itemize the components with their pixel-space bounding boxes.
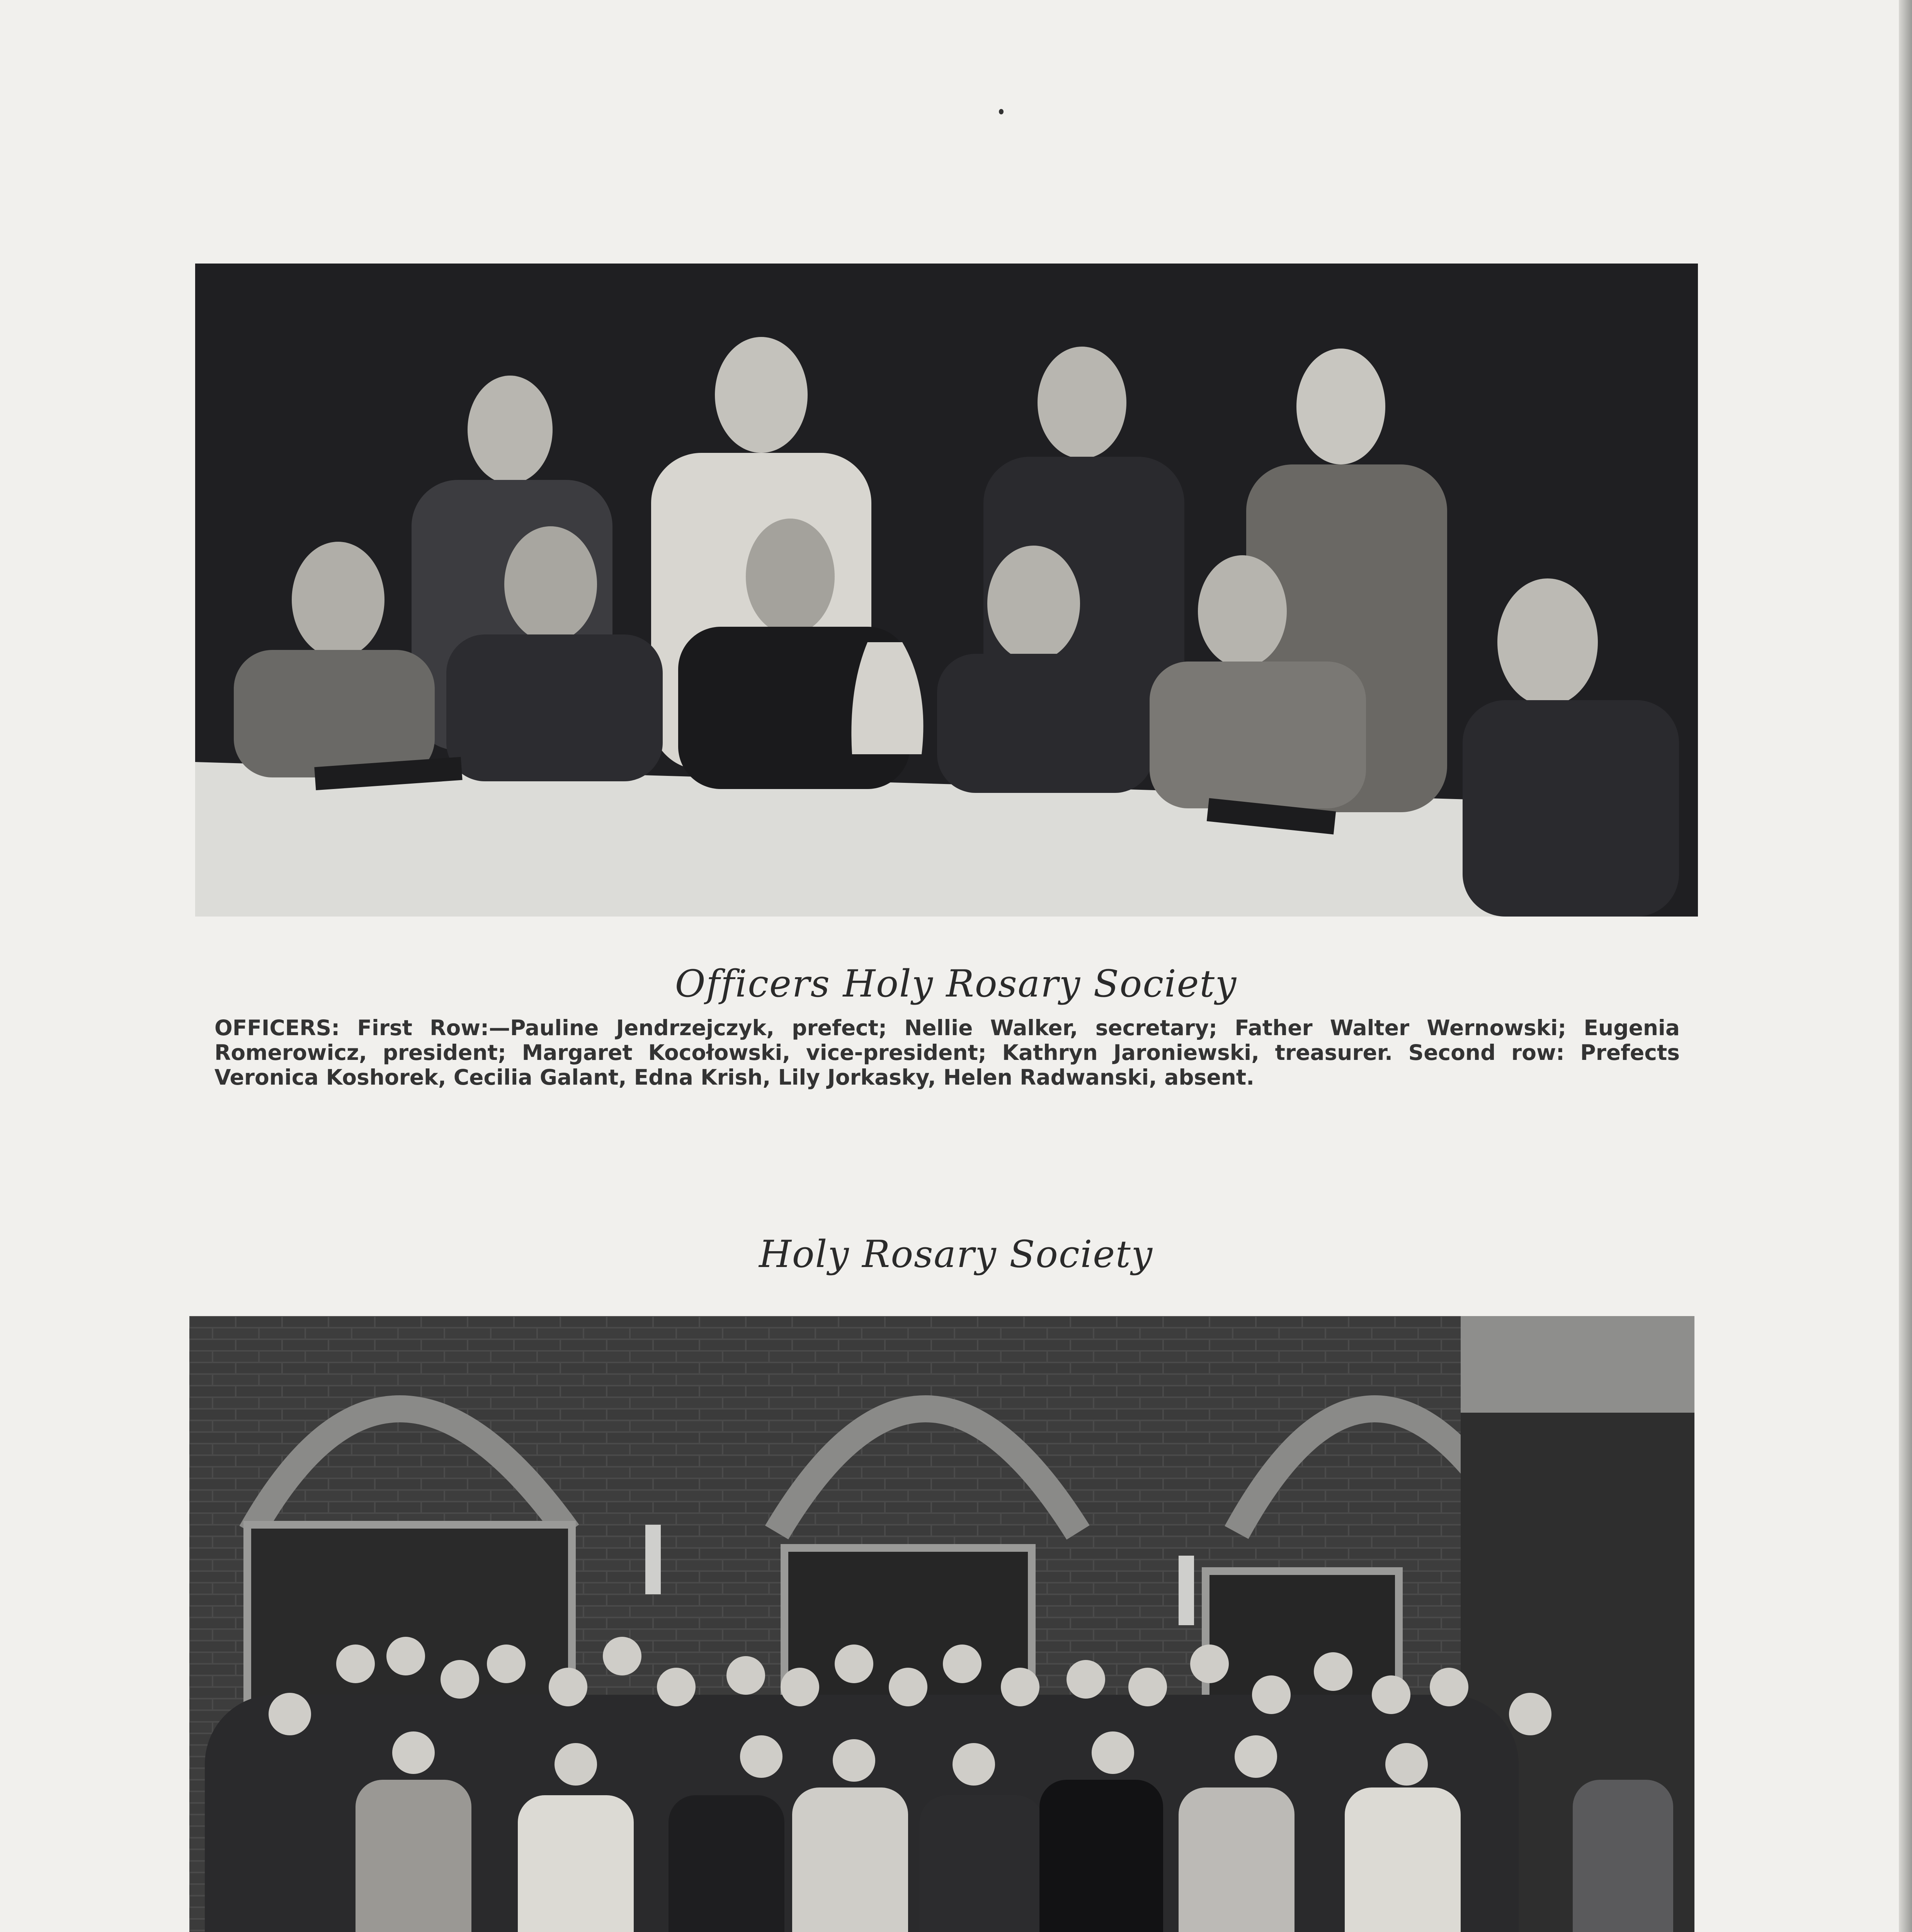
society-group-photo [189, 1316, 1694, 1932]
speck [999, 109, 1004, 114]
officers-caption [214, 1015, 1680, 1090]
officers-title: Officers Holy Rosary Society [675, 962, 1237, 1005]
officers-photo [195, 264, 1698, 917]
caption-text: First Row:—Pauline Jendrzejczyk, prefect; Nellie Walker, secretary; Father Walter Wernowski; Eugenia Romerowicz, president; Margaret Kocołowski, vice-president; Kathryn Jaroniewski, treasurer. Second row: Prefects Veronica Koshorek, Cecilia Galant, Edna Krish, Lily Jorkasky, Helen Radwanski, absent. [214, 1015, 1680, 1090]
caption-lead: OFFICERS: [214, 1015, 340, 1040]
society-title: Holy Rosary Society [759, 1233, 1153, 1276]
